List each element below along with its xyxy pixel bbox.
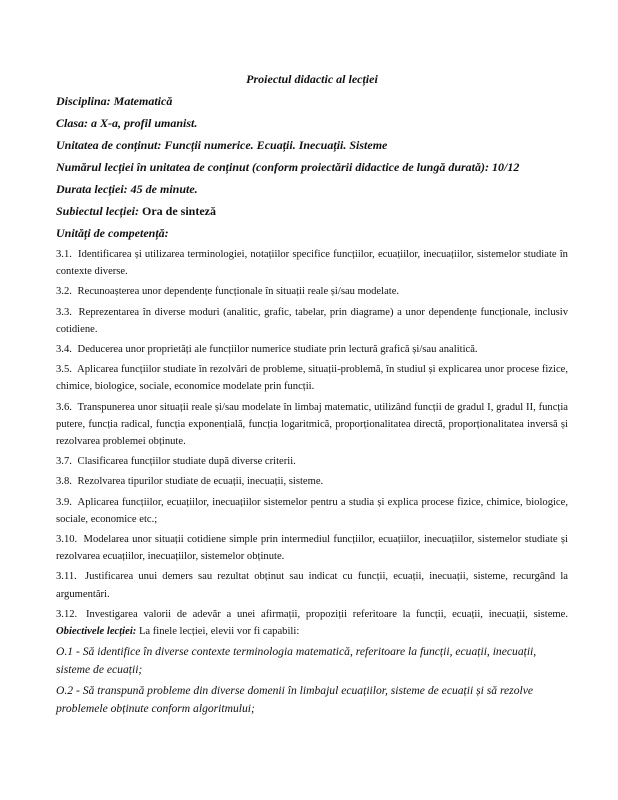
header-discipline: Disciplina: Matematică — [56, 94, 173, 108]
lesson-subject — [56, 202, 568, 220]
header-content-unit: Unitatea de conținut: Funcții numerice. Ecuații. Inecuații. Sisteme — [56, 138, 388, 152]
competence-item — [56, 341, 568, 358]
header-duration: Durata lecției: 45 de minute. — [56, 182, 198, 196]
competence-text: Aplicarea funcțiilor studiate în rezolvări de probleme, situații-problemă, în studiul și explicarea unor procese fizice, chimice, biologice, sociale, economice modelate prin funcții. — [56, 364, 568, 393]
objective-text: Să transpună probleme din diverse domenii în limbajul ecuațiilor, sisteme de ecuații și să rezolve problemele obținute conform algoritmului; — [56, 684, 534, 716]
competence-text: Investigarea valorii de adevăr a unei afirmații, propoziții referitoare la funcții, ecuații, inecuații, sisteme. — [85, 608, 568, 620]
header-class: Clasa: a X-a, profil umanist. — [56, 116, 198, 130]
competence-item — [56, 494, 568, 528]
competence-text: Rezolvarea tipurilor studiate de ecuații, inecuații, sisteme. — [77, 476, 324, 488]
lesson-subject-label: Subiectul lecției: — [56, 204, 139, 218]
header-lesson-number: Numărul lecției în unitatea de conținut (conform proiectării didactice de lungă durată): 10/12 — [56, 160, 520, 174]
competence-number: 3.8. — [56, 476, 72, 488]
competence-number: 3.11. — [56, 571, 77, 583]
objectives-label: Obiectivele lecției: — [56, 626, 137, 638]
competence-text: Deducerea unor proprietăți ale funcțiilor numerice studiate prin lectură grafică și/sau analitică. — [77, 344, 478, 356]
competence-number: 3.9. — [56, 496, 72, 508]
competence-item — [56, 531, 568, 565]
competence-item — [56, 361, 568, 395]
competence-text: Modelarea unor situații cotidiene simple prin intermediul funcțiilor, ecuațiilor, inecuațiilor, sistemelor studiate și rezolvarea ecuațiilor, inecuațiilor, sistemelor obținute. — [56, 534, 568, 563]
competence-text: Reprezentarea în diverse moduri (analitic, grafic, tabelar, prin diagrame) a unor dependențe funcționale, inclusiv cotidiene. — [56, 306, 568, 335]
competence-text: Identificarea și utilizarea terminologiei, notațiilor specifice funcțiilor, ecuațiilor, inecuațiilor, sistemelor studiate în contexte diverse. — [56, 249, 568, 278]
document-title: Proiectul didactic al lecției — [246, 72, 378, 86]
competence-number: 3.6. — [56, 401, 72, 413]
objective-code: O.1 - — [56, 645, 80, 659]
competence-item — [56, 399, 568, 451]
competence-text: Justificarea unui demers sau rezultat obținut sau indicat cu funcții, ecuații, inecuații, sisteme, recurgând la argumentări. — [56, 571, 568, 600]
competence-number: 3.10. — [56, 534, 78, 546]
competence-number: 3.1. — [56, 249, 72, 260]
objective-text: Să identifice în diverse contexte terminologia matematică, referitoare la funcții, ecuații, inecuații, sisteme de ecuații; — [56, 645, 537, 677]
lesson-subject-value: Ora de sinteză — [142, 204, 216, 218]
objective-code: O.2 - — [56, 684, 80, 698]
competence-number: 3.12. — [56, 608, 78, 620]
competence-item — [56, 453, 568, 470]
competence-item — [56, 473, 568, 490]
competence-number: 3.2. — [56, 286, 72, 298]
competence-number: 3.5. — [56, 364, 72, 376]
competence-text: Clasificarea funcțiilor studiate după diverse criterii. — [77, 456, 296, 468]
competence-number: 3.7. — [56, 456, 72, 468]
competence-number: 3.4. — [56, 344, 72, 356]
competence-item — [56, 304, 568, 338]
competence-text: Aplicarea funcțiilor, ecuațiilor, inecuațiilor sistemelor pentru a studia și explica procese fizice, chimice, biologice, sociale, economice etc.; — [56, 496, 568, 525]
competence-item — [56, 568, 568, 602]
competence-item — [56, 246, 568, 280]
competence-text: Transpunerea unor situații reale și/sau modelate în limbaj matematic, utilizând funcții de gradul I, gradul II, funcția putere, funcția radical, funcția exponențială, funcția logaritmică, proporționalitatea directă, proporționalitatea inversă și rezolvarea problemei obținute. — [56, 401, 568, 448]
competence-item — [56, 283, 568, 300]
competence-text: Recunoașterea unor dependențe funcționale în situații reale și/sau modelate. — [77, 286, 400, 298]
competences-heading: Unități de competență: — [56, 226, 169, 240]
competence-item — [56, 606, 568, 640]
objective-item — [56, 682, 568, 718]
document-page — [56, 70, 568, 721]
objectives-intro: La finele lecției, elevii vor fi capabili: — [138, 626, 300, 638]
competence-number: 3.3. — [56, 306, 72, 318]
objective-item — [56, 643, 568, 679]
